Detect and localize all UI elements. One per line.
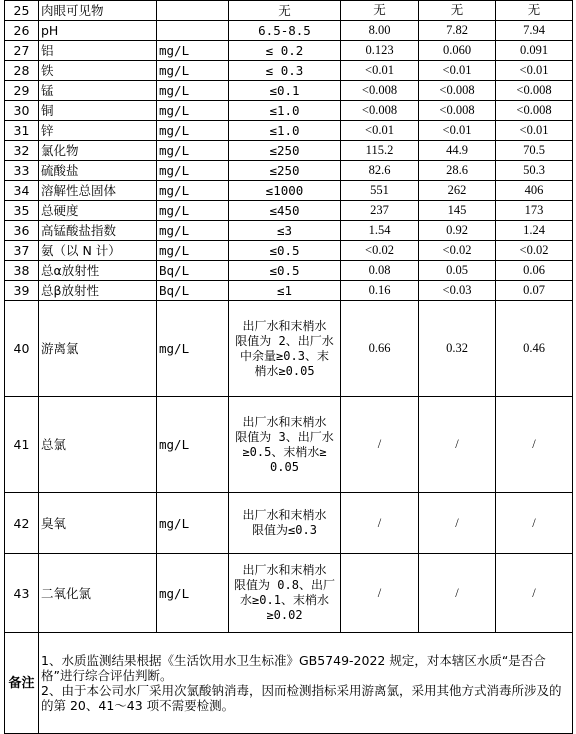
result-3: 7.94: [496, 21, 573, 41]
result-2: <0.008: [419, 101, 496, 121]
result-1: 237: [341, 201, 419, 221]
result-2: 262: [419, 181, 496, 201]
table-row: [5, 81, 573, 101]
result-1: <0.02: [341, 241, 419, 261]
result-2: <0.008: [419, 81, 496, 101]
indicator-name: 锰: [39, 81, 157, 101]
row-number: 43: [5, 554, 39, 633]
limit-value: ≤250: [229, 141, 341, 161]
limit-line: ≥0.5、末梢水≥: [242, 444, 327, 459]
unit-cell: mg/L: [157, 121, 229, 141]
limit-line: 0.05: [270, 459, 299, 474]
table-row: [5, 161, 573, 181]
row-number: 36: [5, 221, 39, 241]
notes-section: [5, 633, 573, 734]
row-number: 33: [5, 161, 39, 181]
table-body: [5, 1, 573, 633]
result-3: 0.07: [496, 281, 573, 301]
limit-value: ≤ 0.3: [229, 61, 341, 81]
unit-cell: mg/L: [157, 301, 229, 397]
result-3: 0.091: [496, 41, 573, 61]
result-2: /: [419, 397, 496, 493]
limit-value: ≤250: [229, 161, 341, 181]
indicator-name: 肉眼可见物: [39, 1, 157, 21]
unit-cell: [157, 1, 229, 21]
row-number: 42: [5, 493, 39, 554]
unit-cell: Bq/L: [157, 281, 229, 301]
row-number: 28: [5, 61, 39, 81]
result-3: 无: [496, 1, 573, 21]
limit-value: [229, 493, 341, 554]
result-3: 1.24: [496, 221, 573, 241]
indicator-name: 氯化物: [39, 141, 157, 161]
unit-cell: mg/L: [157, 141, 229, 161]
result-1: 0.16: [341, 281, 419, 301]
row-number: 30: [5, 101, 39, 121]
result-1: 82.6: [341, 161, 419, 181]
indicator-name: 总氯: [39, 397, 157, 493]
table-row: [5, 121, 573, 141]
indicator-name: 总硬度: [39, 201, 157, 221]
unit-cell: mg/L: [157, 241, 229, 261]
limit-value: ≤ 0.2: [229, 41, 341, 61]
result-2: <0.01: [419, 121, 496, 141]
indicator-name: 高锰酸盐指数: [39, 221, 157, 241]
indicator-name: 游离氯: [39, 301, 157, 397]
result-2: 7.82: [419, 21, 496, 41]
table-row: [5, 221, 573, 241]
row-number: 32: [5, 141, 39, 161]
limit-value: ≤0.1: [229, 81, 341, 101]
table-row: [5, 201, 573, 221]
indicator-name: 臭氧: [39, 493, 157, 554]
table-row: [5, 41, 573, 61]
limit-value: ≤450: [229, 201, 341, 221]
table-row: [5, 61, 573, 81]
note-line-2: 2、由于本公司水厂采用次氯酸钠消毒，因而检测指标采用游离氯，采用其他方式消毒所涉及的的第 20、41～43 项不需要检测。: [41, 683, 562, 713]
limit-line: 限值为≤0.3: [252, 523, 317, 537]
result-2: 0.92: [419, 221, 496, 241]
table-row: [5, 554, 573, 633]
limit-value: ≤3: [229, 221, 341, 241]
table-row: [5, 181, 573, 201]
result-1: 0.123: [341, 41, 419, 61]
water-quality-table: [4, 0, 573, 734]
result-2: 145: [419, 201, 496, 221]
row-number: 41: [5, 397, 39, 493]
result-3: 50.3: [496, 161, 573, 181]
limit-line: 水≥0.1、末梢水: [240, 593, 329, 607]
indicator-name: 氨（以 N 计）: [39, 241, 157, 261]
limit-line: ≥0.02: [266, 608, 303, 622]
notes-label: 备注: [5, 633, 39, 734]
table-row: [5, 281, 573, 301]
table-row: [5, 261, 573, 281]
unit-cell: mg/L: [157, 221, 229, 241]
table-row: [5, 1, 573, 21]
limit-value: [229, 397, 341, 493]
indicator-name: 铁: [39, 61, 157, 81]
table-row: [5, 21, 573, 41]
notes-text: [39, 633, 573, 734]
row-number: 34: [5, 181, 39, 201]
table-row: [5, 301, 573, 397]
result-1: 无: [341, 1, 419, 21]
table-row: [5, 241, 573, 261]
unit-cell: mg/L: [157, 554, 229, 633]
unit-cell: mg/L: [157, 161, 229, 181]
result-1: 8.00: [341, 21, 419, 41]
table-row: [5, 141, 573, 161]
result-3: 0.46: [496, 301, 573, 397]
result-3: 406: [496, 181, 573, 201]
indicator-name: 铝: [39, 41, 157, 61]
result-1: 551: [341, 181, 419, 201]
result-2: <0.02: [419, 241, 496, 261]
result-3: /: [496, 554, 573, 633]
indicator-name: 锌: [39, 121, 157, 141]
limit-line: 出厂水和末梢水: [242, 508, 327, 522]
limit-line: 限值为 2、出厂水: [235, 333, 334, 348]
result-2: 44.9: [419, 141, 496, 161]
result-1: <0.008: [341, 101, 419, 121]
indicator-name: 总β放射性: [39, 281, 157, 301]
row-number: 39: [5, 281, 39, 301]
limit-line: 中余量≥0.3、末: [240, 348, 329, 363]
row-number: 31: [5, 121, 39, 141]
table-row: [5, 493, 573, 554]
limit-line: 限值为 3、出厂水: [235, 429, 334, 444]
result-2: <0.01: [419, 61, 496, 81]
unit-cell: mg/L: [157, 493, 229, 554]
limit-line: 出厂水和末梢水: [242, 414, 327, 429]
result-3: <0.01: [496, 121, 573, 141]
table-row: [5, 101, 573, 121]
limit-value: [229, 554, 341, 633]
result-3: <0.01: [496, 61, 573, 81]
indicator-name: 铜: [39, 101, 157, 121]
result-1: 115.2: [341, 141, 419, 161]
indicator-name: pH: [39, 21, 157, 41]
limit-value: ≤1.0: [229, 121, 341, 141]
result-1: 1.54: [341, 221, 419, 241]
unit-cell: mg/L: [157, 81, 229, 101]
limit-value: 6.5-8.5: [229, 21, 341, 41]
row-number: 25: [5, 1, 39, 21]
limit-value: ≤1000: [229, 181, 341, 201]
unit-cell: Bq/L: [157, 261, 229, 281]
limit-value: ≤0.5: [229, 241, 341, 261]
indicator-name: 硫酸盐: [39, 161, 157, 181]
result-2: 28.6: [419, 161, 496, 181]
result-2: 0.05: [419, 261, 496, 281]
result-2: 无: [419, 1, 496, 21]
result-1: /: [341, 397, 419, 493]
row-number: 37: [5, 241, 39, 261]
result-1: /: [341, 493, 419, 554]
result-1: 0.08: [341, 261, 419, 281]
row-number: 27: [5, 41, 39, 61]
result-2: /: [419, 493, 496, 554]
result-1: /: [341, 554, 419, 633]
result-2: 0.060: [419, 41, 496, 61]
result-3: 173: [496, 201, 573, 221]
limit-value: 无: [229, 1, 341, 21]
result-3: /: [496, 397, 573, 493]
result-3: 70.5: [496, 141, 573, 161]
unit-cell: mg/L: [157, 41, 229, 61]
indicator-name: 二氧化氯: [39, 554, 157, 633]
result-1: <0.008: [341, 81, 419, 101]
limit-line: 限值为 0.8、出厂: [234, 578, 335, 592]
result-2: /: [419, 554, 496, 633]
indicator-name: 溶解性总固体: [39, 181, 157, 201]
row-number: 26: [5, 21, 39, 41]
row-number: 35: [5, 201, 39, 221]
limit-line: 梢水≥0.05: [254, 363, 315, 378]
unit-cell: mg/L: [157, 61, 229, 81]
unit-cell: mg/L: [157, 181, 229, 201]
row-number: 40: [5, 301, 39, 397]
result-1: <0.01: [341, 61, 419, 81]
limit-value: [229, 301, 341, 397]
result-1: <0.01: [341, 121, 419, 141]
result-3: <0.02: [496, 241, 573, 261]
result-2: 0.32: [419, 301, 496, 397]
unit-cell: mg/L: [157, 397, 229, 493]
row-number: 38: [5, 261, 39, 281]
unit-cell: [157, 21, 229, 41]
limit-value: ≤1.0: [229, 101, 341, 121]
table-row: [5, 397, 573, 493]
result-2: <0.03: [419, 281, 496, 301]
unit-cell: mg/L: [157, 101, 229, 121]
result-3: <0.008: [496, 101, 573, 121]
result-1: 0.66: [341, 301, 419, 397]
result-3: /: [496, 493, 573, 554]
note-line-1: 1、水质监测结果根据《生活饮用水卫生标准》GB5749-2022 规定，对本辖区水质“是否合格”进行综合评估判断。: [41, 653, 546, 683]
limit-value: ≤1: [229, 281, 341, 301]
indicator-name: 总α放射性: [39, 261, 157, 281]
limit-line: 出厂水和末梢水: [242, 318, 327, 333]
unit-cell: mg/L: [157, 201, 229, 221]
limit-line: 出厂水和末梢水: [242, 563, 327, 577]
result-3: 0.06: [496, 261, 573, 281]
result-3: <0.008: [496, 81, 573, 101]
limit-value: ≤0.5: [229, 261, 341, 281]
row-number: 29: [5, 81, 39, 101]
